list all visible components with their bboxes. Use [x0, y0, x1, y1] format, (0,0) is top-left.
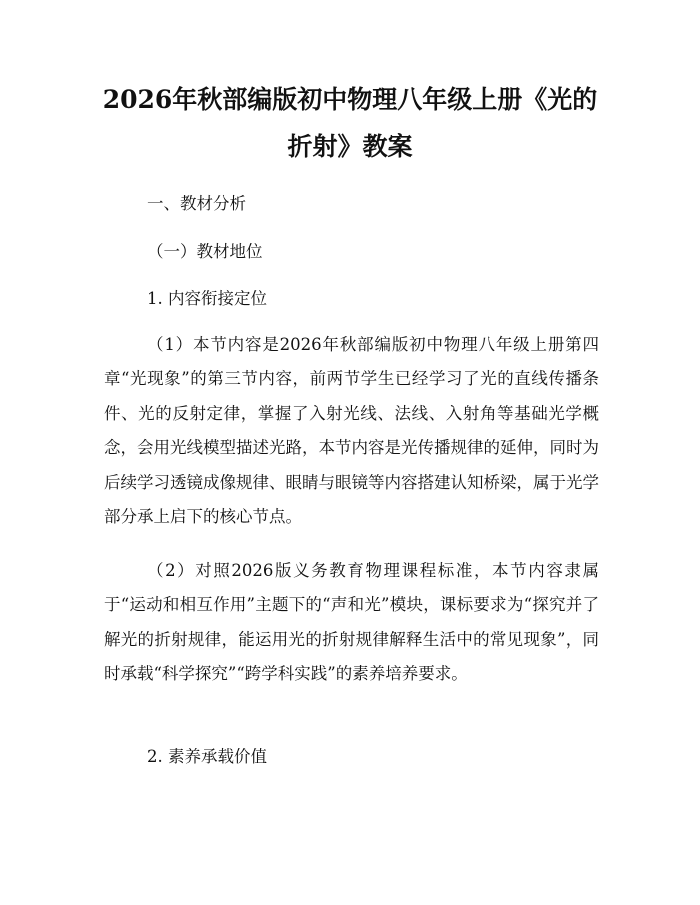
section-heading-teaching-material-analysis: 一、教材分析	[147, 194, 246, 213]
item-heading-literacy-value: 2. 素养承载价值	[147, 747, 267, 766]
subsection-heading-material-position: （一）教材地位	[147, 242, 263, 261]
document-title-line-1: 2026年秋部编版初中物理八年级上册《光的	[102, 85, 598, 114]
paragraph-content-connection: （1）本节内容是2026年秋部编版初中物理八年级上册第四章“光现象”的第三节内容，前两节学生已经学习了光的直线传播条件、光的反射定律，掌握了入射光线、法线、入射角等基础光学概念，会用光线模型描述光路，本节内容是光传播规律的延伸，同时为后续学习透镜成像规律、眼睛与眼镜等内容搭建认知桥梁，属于光学部分承上启下的核心节点。	[104, 335, 599, 527]
paragraph-curriculum-standard: （2）对照2026版义务教育物理课程标准，本节内容隶属于“运动和相互作用”主题下的“声和光”模块，课标要求为“探究并了解光的折射规律，能运用光的折射规律解释生活中的常见现象”，同时承载“科学探究”“跨学科实践”的素养培养要求。	[104, 561, 599, 684]
document-title-line-2: 折射》教案	[287, 132, 413, 161]
item-heading-content-connection: 1. 内容衔接定位	[147, 289, 267, 308]
